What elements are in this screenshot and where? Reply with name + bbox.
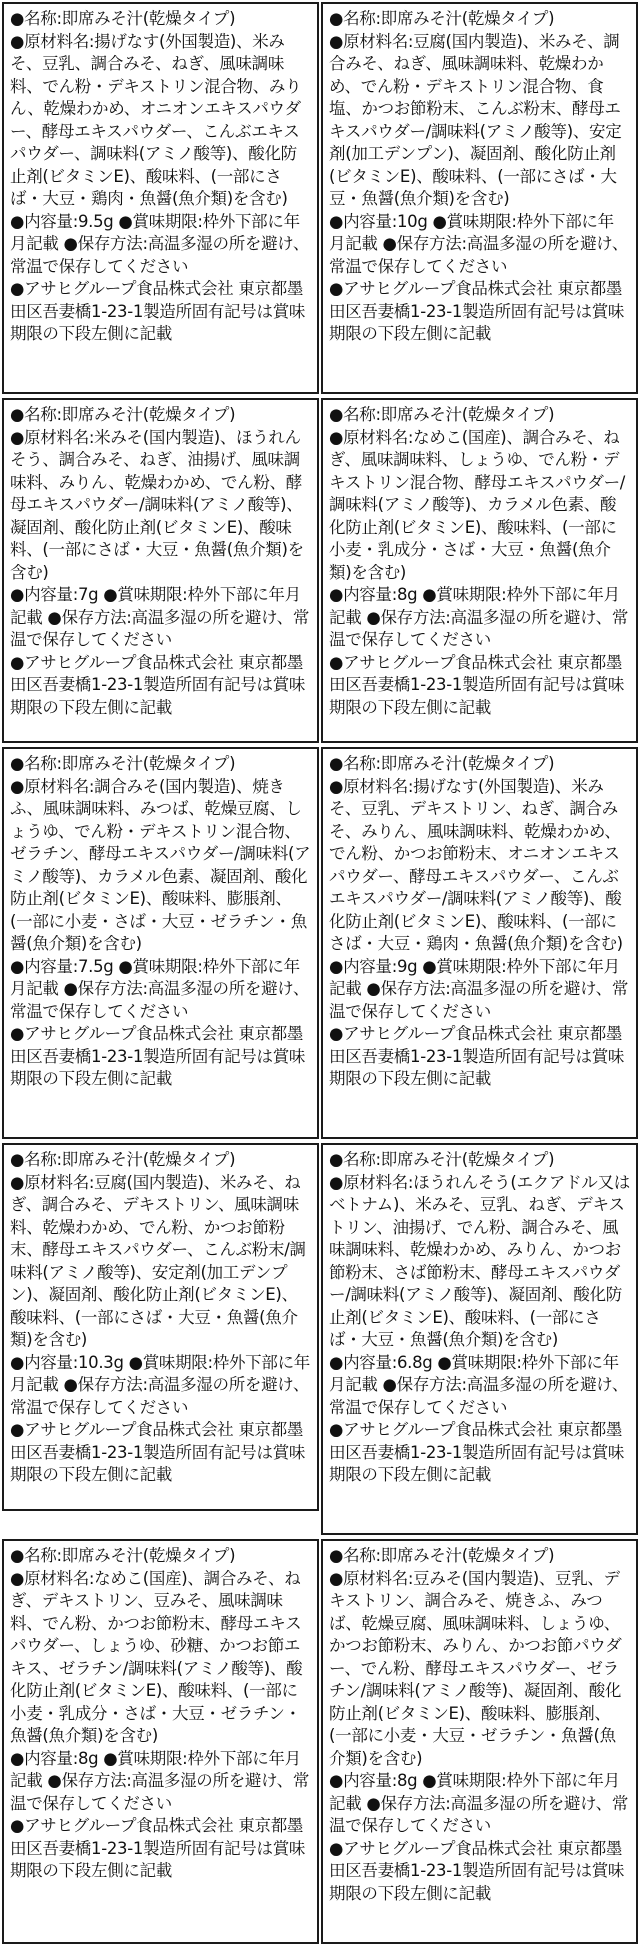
manufacturer-text: ●アサヒグループ食品株式会社 東京都墨田区吾妻橋1-23-1製造所固有記号は賞味期限の下段左側に記載 [10, 1816, 306, 1880]
ingredients-text: ●原材料名:なめこ(国産)、調合みそ、ねぎ、風味調味料、しょうゆ、でん粉・デキストリン混合物、酵母エキスパウダー/調味料(アミノ酸等)、カラメル色素、酸化防止剤(ビタミンE)、酸味料、(一部に小麦・乳成分・さば・大豆・魚醤(魚介類)を含む) [329, 427, 626, 582]
content-storage-text: ●内容量:6.8g ●賞味期限:枠外下部に年月記載 ●保存方法:高温多湿の所を避け、常温で保存してください [329, 1352, 629, 1417]
content-storage-text: ●内容量:8g ●賞味期限:枠外下部に年月記載 ●保存方法:高温多湿の所を避け、常温で保存してください [10, 1748, 310, 1813]
content-storage-text: ●内容量:7g ●賞味期限:枠外下部に年月記載 ●保存方法:高温多湿の所を避け、常温で保存してください [10, 585, 310, 649]
content-storage-text: ●内容量:7.5g ●賞味期限:枠外下部に年月記載 ●保存方法:高温多湿の所を避け、常温で保存してください [10, 956, 310, 1021]
ingredients-text: ●原材料名:豆腐(国内製造)、米みそ、調合みそ、ねぎ、風味調味料、乾燥わかめ、でん粉・デキストリン混合物、食塩、かつお節粉末、こんぶ粉末、酵母エキスパウダー/調味料(アミノ酸等)、安定剤(加工デンプン)、凝固剤、酸化防止剤(ビタミンE)、酸味料、(一部にさば・大豆・魚醤(魚介類)を含む) [329, 31, 622, 208]
ingredients-text: ●原材料名:ほうれんそう(エクアドル又はベトナム)、米みそ、豆乳、ねぎ、デキストリン、油揚げ、でん粉、調合みそ、風味調味料、乾燥わかめ、みりん、かつお節粉末、さば節粉末、酵母エキスパウダー/調味料(アミノ酸等)、凝固剤、酸化防止剤(ビタミンE)、酸味料、(一部にさば・大豆・魚醤(魚介類)を含む) [329, 1172, 630, 1349]
manufacturer-text: ●アサヒグループ食品株式会社 東京都墨田区吾妻橋1-23-1製造所固有記号は賞味期限の下段左側に記載 [10, 652, 306, 717]
content-storage-text: ●内容量:9.5g ●賞味期限:枠外下部に年月記載 ●保存方法:高温多湿の所を避け、常温で保存してください [10, 211, 310, 276]
content-storage-text: ●内容量:9g ●賞味期限:枠外下部に年月記載 ●保存方法:高温多湿の所を避け、常温で保存してください [329, 956, 629, 1021]
product-name: ●名称:即席みそ汁(乾燥タイプ) [329, 9, 555, 28]
manufacturer-text: ●アサヒグループ食品株式会社 東京都墨田区吾妻橋1-23-1製造所固有記号は賞味期限の下段左側に記載 [10, 1420, 306, 1484]
product-name: ●名称:即席みそ汁(乾燥タイプ) [10, 754, 236, 773]
ingredients-text: ●原材料名:豆腐(国内製造)、米みそ、ねぎ、調合みそ、デキストリン、風味調味料、乾燥わかめ、でん粉、かつお節粉末、酵母エキスパウダー、こんぶ粉末/調味料(アミノ酸等)、安定剤(加工デンプン)、凝固剤、酸化防止剤(ビタミンE)、酸味料、(一部にさば・大豆・魚醤(魚介類)を含む) [10, 1172, 306, 1349]
ingredients-text: ●原材料名:米みそ(国内製造)、ほうれんそう、調合みそ、ねぎ、油揚げ、風味調味料、みりん、乾燥わかめ、でん粉、酵母エキスパウダー/調味料(アミノ酸等)、凝固剤、酸化防止剤(ビタミンE)、酸味料、(一部にさば・大豆・魚醤(魚介類)を含む) [10, 427, 304, 582]
content-storage-text: ●内容量:10g ●賞味期限:枠外下部に年月記載 ●保存方法:高温多湿の所を避け、常温で保存してください [329, 211, 629, 276]
manufacturer-text: ●アサヒグループ食品株式会社 東京都墨田区吾妻橋1-23-1製造所固有記号は賞味期限の下段左側に記載 [10, 1024, 306, 1088]
label-nameko-left [2, 1539, 319, 1944]
product-name: ●名称:即席みそ汁(乾燥タイプ) [10, 1546, 236, 1565]
ingredients-text: ●原材料名:豆みそ(国内製造)、豆乳、デキストリン、調合みそ、焼きふ、みつば、乾燥豆腐、風味調味料、しょうゆ、かつお節粉末、みりん、かつお節パウダー、でん粉、酵母エキスパウダー、ゼラチン/調味料(アミノ酸等)、凝固剤、酸化防止剤(ビタミンE)、酸味料、膨脹剤、(一部に小麦・大豆・ゼラチン・魚醤(魚介類)を含む) [329, 1568, 622, 1768]
label-spinach-left [2, 398, 319, 743]
ingredients-text: ●原材料名:調合みそ(国内製造)、焼きふ、風味調味料、みつば、乾燥豆腐、しょうゆ、でん粉・デキストリン混合物、ゼラチン、酵母エキスパウダー/調味料(アミノ酸等)、カラメル色素、凝固剤、酸化防止剤(ビタミンE)、酸味料、膨脹剤、(一部に小麦・さば・大豆・ゼラチン・魚醤(魚介類)を含む) [10, 776, 311, 953]
product-name: ●名称:即席みそ汁(乾燥タイプ) [329, 1546, 555, 1565]
manufacturer-text: ●アサヒグループ食品株式会社 東京都墨田区吾妻橋1-23-1製造所固有記号は賞味期限の下段左側に記載 [329, 279, 625, 343]
product-name: ●名称:即席みそ汁(乾燥タイプ) [329, 405, 555, 424]
product-name: ●名称:即席みそ汁(乾燥タイプ) [10, 1150, 236, 1169]
product-name: ●名称:即席みそ汁(乾燥タイプ) [10, 9, 236, 28]
product-name: ●名称:即席みそ汁(乾燥タイプ) [329, 754, 555, 773]
manufacturer-text: ●アサヒグループ食品株式会社 東京都墨田区吾妻橋1-23-1製造所固有記号は賞味期限の下段左側に記載 [329, 1024, 625, 1088]
label-nasu-left [2, 2, 319, 394]
ingredients-text: ●原材料名:揚げなす(外国製造)、米みそ、豆乳、調合みそ、ねぎ、風味調味料、でん粉・デキストリン混合物、みりん、乾燥わかめ、オニオンエキスパウダー、酵母エキスパウダー、こんぶエキスパウダー、調味料(アミノ酸等)、酸化防止剤(ビタミンE)、酸味料、(一部にさば・大豆・鶏肉・魚醤(魚介類)を含む) [10, 31, 302, 208]
product-name: ●名称:即席みそ汁(乾燥タイプ) [329, 1150, 555, 1169]
label-yakifu-left [2, 747, 319, 1139]
content-storage-text: ●内容量:8g ●賞味期限:枠外下部に年月記載 ●保存方法:高温多湿の所を避け、常温で保存してください [329, 585, 629, 649]
label-spinach-right [321, 1143, 638, 1535]
content-storage-text: ●内容量:8g ●賞味期限:枠外下部に年月記載 ●保存方法:高温多湿の所を避け、常温で保存してください [329, 1771, 629, 1835]
manufacturer-text: ●アサヒグループ食品株式会社 東京都墨田区吾妻橋1-23-1製造所固有記号は賞味期限の下段左側に記載 [329, 1838, 625, 1903]
ingredients-text: ●原材料名:揚げなす(外国製造)、米みそ、豆乳、デキストリン、ねぎ、調合みそ、みりん、風味調味料、乾燥わかめ、でん粉、かつお節粉末、オニオンエキスパウダー、酵母エキスパウダー、こんぶエキスパウダー/調味料(アミノ酸等)、酸化防止剤(ビタミンE)、酸味料、(一部にさば・大豆・鶏肉・魚醤(魚介類)を含む) [329, 776, 623, 953]
label-yakifu-right [321, 1539, 638, 1944]
manufacturer-text: ●アサヒグループ食品株式会社 東京都墨田区吾妻橋1-23-1製造所固有記号は賞味期限の下段左側に記載 [10, 279, 306, 343]
content-storage-text: ●内容量:10.3g ●賞味期限:枠外下部に年月記載 ●保存方法:高温多湿の所を避け、常温で保存してください [10, 1352, 310, 1417]
manufacturer-text: ●アサヒグループ食品株式会社 東京都墨田区吾妻橋1-23-1製造所固有記号は賞味期限の下段左側に記載 [329, 1420, 625, 1484]
ingredients-text: ●原材料名:なめこ(国産)、調合みそ、ねぎ、デキストリン、豆みそ、風味調味料、でん粉、かつお節粉末、酵母エキスパウダー、しょうゆ、砂糖、かつお節エキス、ゼラチン/調味料(アミノ酸等)、酸化防止剤(ビタミンE)、酸味料、(一部に小麦・乳成分・さば・大豆・ゼラチン・魚醤(魚介類)を含む) [10, 1568, 303, 1745]
label-tofu-right [321, 2, 638, 394]
manufacturer-text: ●アサヒグループ食品株式会社 東京都墨田区吾妻橋1-23-1製造所固有記号は賞味期限の下段左側に記載 [329, 652, 625, 717]
label-nameko-right [321, 398, 638, 743]
label-tofu-left [2, 1143, 319, 1511]
label-nasu-right [321, 747, 638, 1139]
product-name: ●名称:即席みそ汁(乾燥タイプ) [10, 405, 236, 424]
